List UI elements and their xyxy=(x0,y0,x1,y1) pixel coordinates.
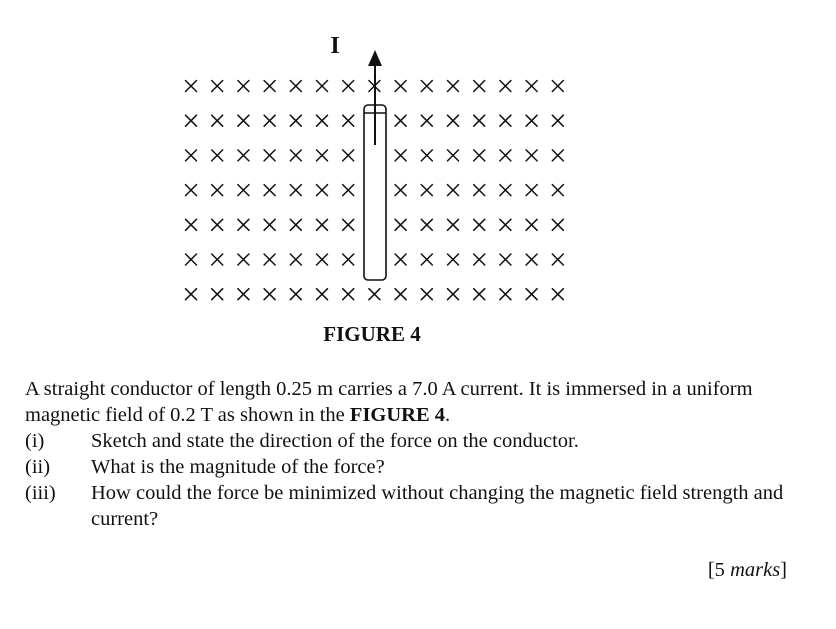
field-cross-icon xyxy=(317,81,328,92)
field-cross-icon xyxy=(186,150,197,161)
marks-open: [5 xyxy=(707,559,731,581)
question-part-iii xyxy=(25,480,815,532)
field-cross-icon xyxy=(212,289,223,300)
field-cross-icon xyxy=(500,81,511,92)
field-cross-icon xyxy=(264,185,275,196)
field-cross-icon xyxy=(317,254,328,265)
marks-allocation xyxy=(708,559,787,582)
field-cross-icon xyxy=(212,115,223,126)
field-cross-icon xyxy=(317,185,328,196)
field-cross-icon xyxy=(500,115,511,126)
field-cross-icon xyxy=(186,254,197,265)
part-text: What is the magnitude of the force? xyxy=(91,456,385,478)
field-cross-icon xyxy=(448,219,459,230)
field-cross-icon xyxy=(552,219,563,230)
field-cross-icon xyxy=(238,81,249,92)
field-cross-icon xyxy=(317,219,328,230)
field-cross-icon xyxy=(395,219,406,230)
field-cross-icon xyxy=(526,219,537,230)
field-cross-icon xyxy=(421,185,432,196)
field-cross-icon xyxy=(264,219,275,230)
field-cross-icon xyxy=(186,219,197,230)
field-cross-icon xyxy=(552,81,563,92)
field-cross-icon xyxy=(343,254,354,265)
field-cross-icon xyxy=(448,115,459,126)
figure-reference: FIGURE 4 xyxy=(349,404,446,426)
field-cross-icon xyxy=(186,185,197,196)
field-cross-icon xyxy=(343,115,354,126)
part-number: (ii) xyxy=(25,456,51,478)
field-cross-icon xyxy=(526,150,537,161)
field-cross-icon xyxy=(369,289,380,300)
field-cross-icon xyxy=(290,81,301,92)
field-cross-icon xyxy=(343,185,354,196)
field-cross-icon xyxy=(290,185,301,196)
field-cross-icon xyxy=(395,254,406,265)
field-cross-icon xyxy=(343,219,354,230)
field-cross-icon xyxy=(500,185,511,196)
field-cross-icon xyxy=(343,289,354,300)
field-cross-icon xyxy=(290,289,301,300)
field-cross-icon xyxy=(186,81,197,92)
field-cross-icon xyxy=(448,185,459,196)
field-cross-icon xyxy=(264,150,275,161)
part-text: How could the force be minimized without changing the magnetic field strength and current? xyxy=(91,482,784,530)
field-cross-icon xyxy=(474,254,485,265)
field-cross-icon xyxy=(448,81,459,92)
field-cross-icon xyxy=(238,150,249,161)
field-cross-icon xyxy=(474,150,485,161)
question-part-i xyxy=(25,428,815,454)
part-text: Sketch and state the direction of the force on the conductor. xyxy=(91,430,579,452)
field-cross-icon xyxy=(212,219,223,230)
question-intro xyxy=(25,376,815,428)
field-cross-icon xyxy=(552,185,563,196)
field-cross-icon xyxy=(448,289,459,300)
field-cross-icon xyxy=(552,115,563,126)
field-cross-icon xyxy=(264,254,275,265)
field-cross-icon xyxy=(395,185,406,196)
field-cross-icon xyxy=(395,115,406,126)
field-cross-icon xyxy=(474,289,485,300)
field-cross-icon xyxy=(212,150,223,161)
field-cross-icon xyxy=(421,81,432,92)
field-cross-icon xyxy=(474,185,485,196)
field-cross-icon xyxy=(395,150,406,161)
field-cross-icon xyxy=(317,289,328,300)
marks-word: marks xyxy=(730,559,781,581)
current-arrow-head xyxy=(368,50,382,66)
field-cross-icon xyxy=(552,254,563,265)
field-cross-icon xyxy=(290,254,301,265)
field-cross-icon xyxy=(212,81,223,92)
field-cross-icon xyxy=(238,115,249,126)
field-cross-icon xyxy=(186,115,197,126)
field-cross-icon xyxy=(526,81,537,92)
intro-text: A straight conductor of length 0.25 m carries a 7.0 A current. It is immersed in a uniform magnetic field of 0.2 T as shown in the xyxy=(25,378,753,426)
figure-caption: FIGURE 4 xyxy=(323,322,421,346)
field-cross-icon xyxy=(317,115,328,126)
field-cross-icon xyxy=(474,219,485,230)
field-cross-icon xyxy=(264,289,275,300)
field-cross-icon xyxy=(500,219,511,230)
part-number: (iii) xyxy=(25,482,56,504)
question-part-ii xyxy=(25,454,815,480)
field-cross-icon xyxy=(317,150,328,161)
intro-period: . xyxy=(445,404,451,426)
field-cross-icon xyxy=(421,289,432,300)
marks-close: ] xyxy=(780,559,787,581)
field-cross-icon xyxy=(212,254,223,265)
field-cross-icon xyxy=(552,289,563,300)
field-cross-icon xyxy=(474,81,485,92)
field-cross-icon xyxy=(264,81,275,92)
field-cross-icon xyxy=(186,289,197,300)
field-cross-icon xyxy=(421,115,432,126)
field-cross-icon xyxy=(421,219,432,230)
field-cross-icon xyxy=(343,81,354,92)
field-cross-icon xyxy=(290,115,301,126)
field-cross-icon xyxy=(290,150,301,161)
field-cross-icon xyxy=(448,150,459,161)
question-block xyxy=(25,376,815,532)
current-label: I xyxy=(330,33,340,59)
field-cross-icon xyxy=(526,115,537,126)
field-cross-icon xyxy=(395,81,406,92)
field-cross-icon xyxy=(343,150,354,161)
field-cross-icon xyxy=(212,185,223,196)
part-number: (i) xyxy=(25,430,45,452)
field-cross-icon xyxy=(238,254,249,265)
field-cross-icon xyxy=(395,289,406,300)
field-cross-icon xyxy=(421,254,432,265)
field-cross-icon xyxy=(290,219,301,230)
field-cross-icon xyxy=(448,254,459,265)
field-cross-icon xyxy=(526,289,537,300)
field-cross-icon xyxy=(238,289,249,300)
field-cross-icon xyxy=(500,150,511,161)
field-cross-icon xyxy=(474,115,485,126)
field-cross-icon xyxy=(421,150,432,161)
field-cross-icon xyxy=(238,185,249,196)
field-cross-icon xyxy=(500,254,511,265)
field-cross-icon xyxy=(526,254,537,265)
field-cross-icon xyxy=(500,289,511,300)
field-cross-icon xyxy=(238,219,249,230)
field-cross-icon xyxy=(552,150,563,161)
field-cross-icon xyxy=(264,115,275,126)
field-cross-icon xyxy=(526,185,537,196)
